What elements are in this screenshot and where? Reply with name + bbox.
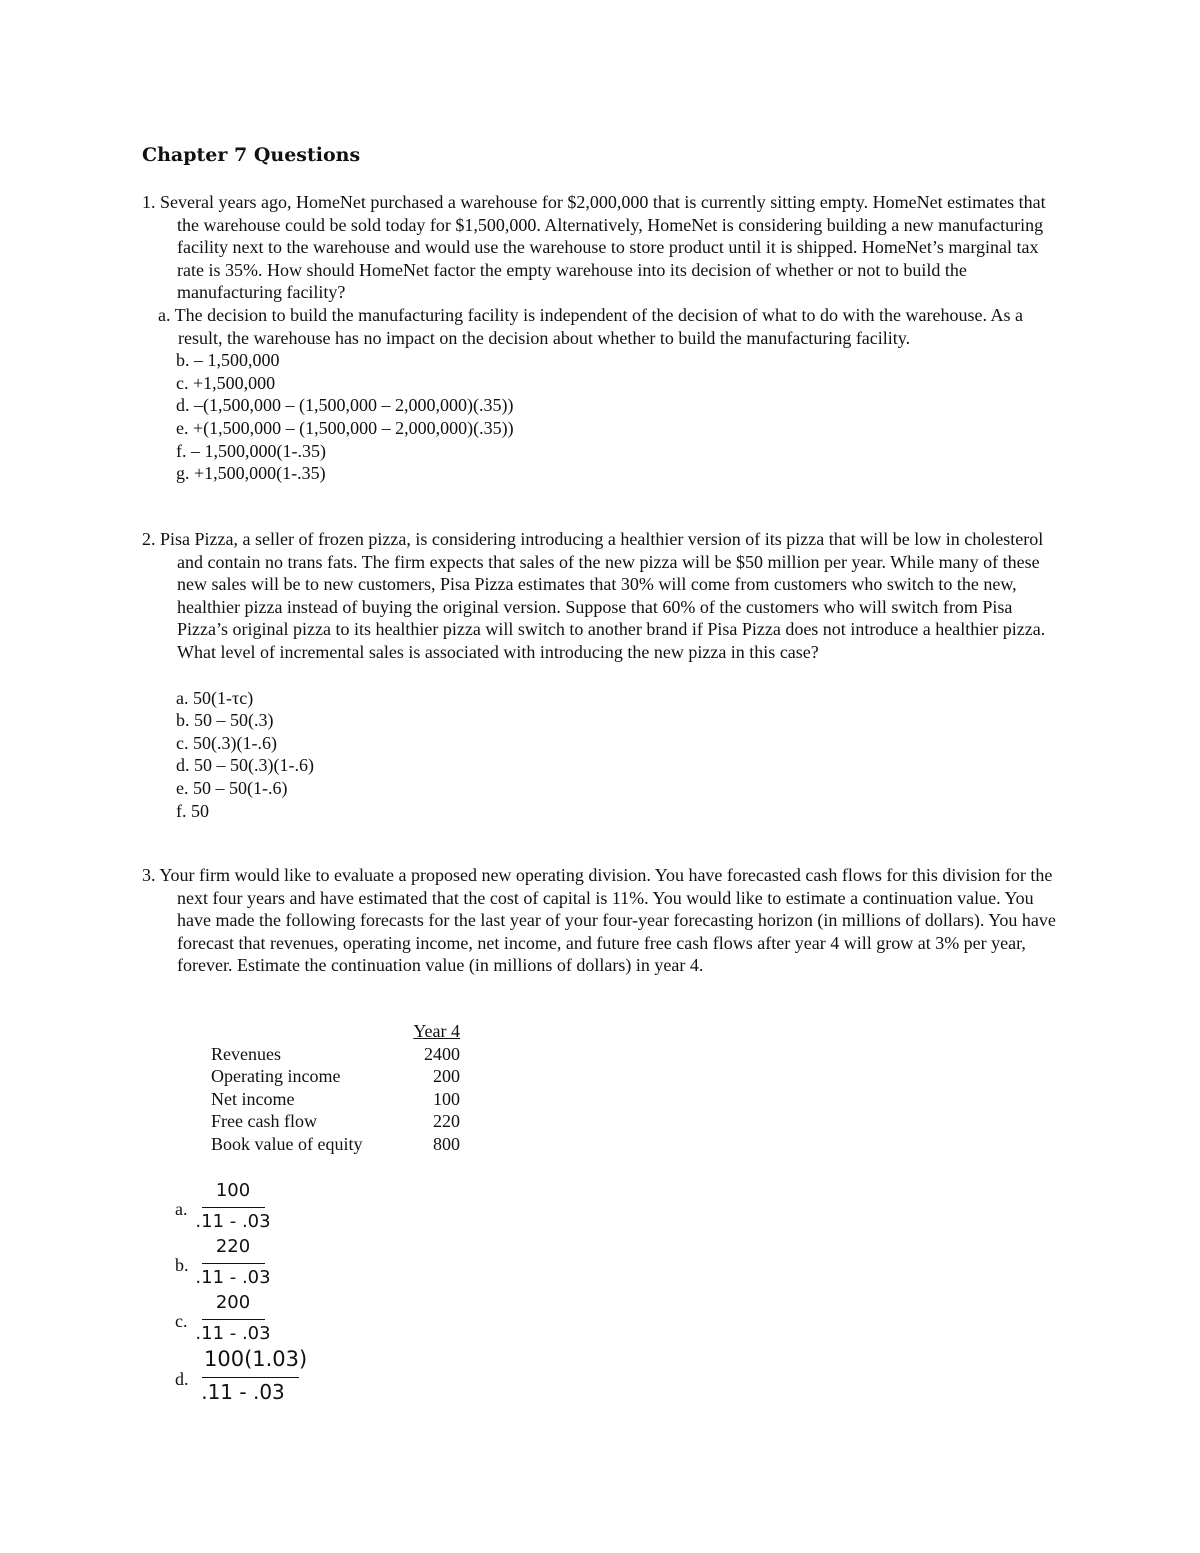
table-header-row [211, 1020, 460, 1043]
fraction-denominator: .11 - .03 [195, 1267, 271, 1288]
row-value: 2400 [424, 1043, 460, 1064]
fraction-numerator: 100 [215, 1180, 251, 1201]
question-1-option-a: a. The decision to build the manufacturing facility is independent of the decision of what to do with the warehouse. As a result, the warehouse has no impact on the decision about whether to build the manufacturing facility. [158, 304, 1023, 348]
table-row [211, 1110, 460, 1133]
option-letter: a. [175, 1199, 188, 1219]
question-2-options [142, 687, 1067, 823]
table-row [211, 1133, 460, 1156]
question-2-option-d: d. 50 – 50(.3)(1-.6) [176, 755, 314, 776]
question-1-text: 1. Several years ago, HomeNet purchased a warehouse for $2,000,000 that is currently sitting empty. HomeNet estimates that the warehouse could be sold today for $1,500,000. Alternatively, HomeNet is considering building a new manufacturing facility next to the warehouse and would use the warehouse to store product until it is shipped. HomeNet’s marginal tax rate is 35%. How should HomeNet factor the empty warehouse into its decision of whether or not to build the manufacturing facility? [142, 192, 1046, 303]
option-letter: c. [175, 1311, 188, 1331]
question-2-option-f: f. 50 [176, 800, 209, 821]
row-label: Revenues [211, 1043, 281, 1064]
option-letter: d. [175, 1369, 189, 1389]
table-header-year4: Year 4 [413, 1021, 460, 1041]
fraction-bar [202, 1377, 299, 1378]
question-1-option-b: b. – 1,500,000 [176, 350, 280, 371]
row-value: 100 [433, 1088, 460, 1109]
fraction-numerator: 100(1.03) [204, 1347, 308, 1371]
option-letter: b. [175, 1255, 189, 1275]
question-1-option-d: d. –(1,500,000 – (1,500,000 – 2,000,000)(.35)) [176, 395, 514, 416]
fraction-numerator: 200 [215, 1292, 251, 1313]
question-2-option-c: c. 50(.3)(1-.6) [176, 732, 277, 753]
row-value: 220 [433, 1111, 460, 1132]
fraction-denominator: .11 - .03 [195, 1211, 271, 1232]
fraction-denominator: .11 - .03 [201, 1380, 285, 1404]
question-3 [142, 864, 1067, 977]
fraction-bar [202, 1319, 265, 1320]
table-row [211, 1043, 460, 1066]
table-row [211, 1088, 460, 1111]
row-label: Net income [211, 1088, 295, 1109]
question-2-option-a: a. 50(1-τc) [176, 687, 254, 708]
question-2-option-b: b. 50 – 50(.3) [176, 710, 274, 731]
question-1-option-c: c. +1,500,000 [176, 372, 276, 393]
question-3-text: 3. Your firm would like to evaluate a proposed new operating division. You have forecasted cash flows for this division for the next four years and have estimated that the cost of capital is 11%. You would like to estimate a continuation value. You have made the following forecasts for the last year of your four-year forecasting horizon (in millions of dollars). You have forecast that revenues, operating income, net income, and future free cash flows after year 4 will grow at 3% per year, forever. Estimate the continuation value (in millions of dollars) in year 4. [142, 865, 1056, 976]
row-label: Free cash flow [211, 1111, 317, 1132]
question-1-option-e: e. +(1,500,000 – (1,500,000 – 2,000,000)(.35)) [176, 417, 514, 438]
question-1-option-f: f. – 1,500,000(1-.35) [176, 440, 326, 461]
question-2-text: 2. Pisa Pizza, a seller of frozen pizza, is considering introducing a healthier version of its pizza that will be low in cholesterol and contain no trans fats. The firm expects that sales of the new pizza will be $50 million per year. While many of these new sales will be to new customers, Pisa Pizza estimates that 30% will come from customers who switch to the new, healthier pizza instead of buying the original version. Suppose that 60% of the customers who will switch from Pisa Pizza’s original pizza to its healthier pizza will switch to another brand if Pisa Pizza does not introduce a healthier pizza. What level of incremental sales is associated with introducing the new pizza in this case? [142, 529, 1046, 662]
question-2-option-e: e. 50 – 50(1-.6) [176, 777, 288, 798]
page-title: Chapter 7 Questions [142, 144, 361, 166]
question-1 [142, 191, 1067, 485]
fraction-denominator: .11 - .03 [195, 1323, 271, 1344]
row-value: 800 [433, 1133, 460, 1154]
question-2 [142, 528, 1067, 822]
row-value: 200 [433, 1066, 460, 1087]
fraction-numerator: 220 [215, 1236, 251, 1257]
fraction-bar [202, 1207, 265, 1208]
row-label: Book value of equity [211, 1133, 363, 1154]
forecast-table [211, 1020, 460, 1156]
question-1-options [142, 304, 1067, 485]
table-row [211, 1065, 460, 1088]
fraction-bar [202, 1263, 265, 1264]
question-1-option-g: g. +1,500,000(1-.35) [176, 463, 326, 484]
row-label: Operating income [211, 1066, 341, 1087]
